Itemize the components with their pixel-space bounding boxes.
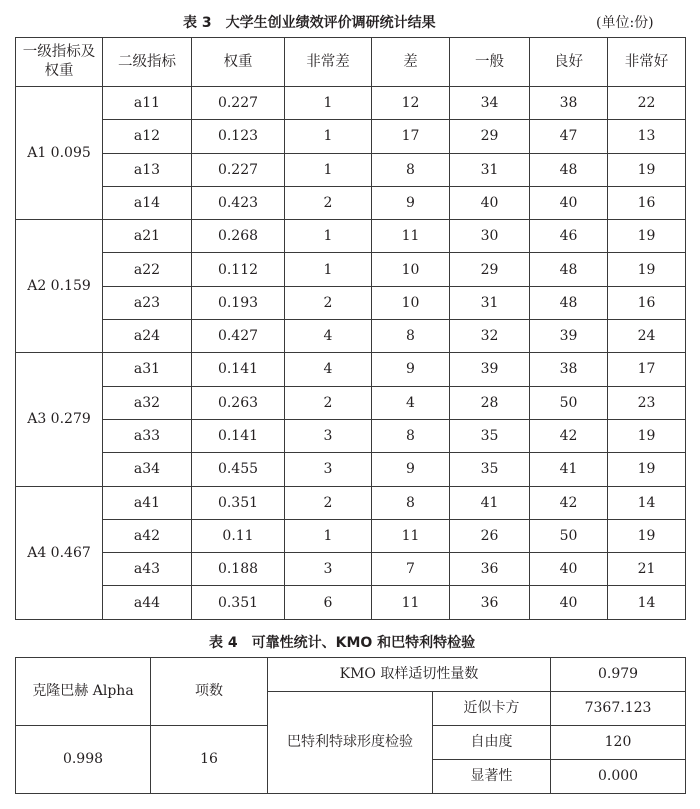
table-cell: 48 [530, 286, 608, 319]
table-cell: 29 [450, 120, 530, 153]
table-cell: 3 [285, 553, 372, 586]
kmo-value: 0.979 [551, 658, 686, 692]
table-cell: 0.351 [192, 586, 285, 619]
table-cell: 39 [530, 320, 608, 353]
table-cell: 2 [285, 386, 372, 419]
table-cell: a12 [103, 120, 192, 153]
table-cell: 32 [450, 320, 530, 353]
table-cell: 10 [372, 253, 450, 286]
table-cell: 0.268 [192, 220, 285, 253]
bartlett-label: 巴特利特球形度检验 [268, 692, 433, 794]
table-cell: 0.227 [192, 153, 285, 186]
table-row [16, 87, 686, 120]
table-cell: 19 [608, 220, 686, 253]
table-row [16, 419, 686, 452]
table-cell: 0.427 [192, 320, 285, 353]
table-row [16, 586, 686, 619]
table-cell: 8 [372, 486, 450, 519]
sig-value: 0.000 [551, 760, 686, 794]
table-cell: 4 [285, 353, 372, 386]
table-cell: 10 [372, 286, 450, 319]
table-cell: 9 [372, 453, 450, 486]
table-cell: 0.188 [192, 553, 285, 586]
chi-label: 近似卡方 [433, 692, 551, 726]
kmo-label: KMO 取样适切性量数 [268, 658, 551, 692]
table-cell: 1 [285, 519, 372, 552]
table-row [16, 486, 686, 519]
table-cell: 1 [285, 120, 372, 153]
table-cell: 11 [372, 586, 450, 619]
header-cell: 一级指标及权重 [16, 38, 103, 87]
table3 [15, 37, 686, 620]
table-cell: 4 [372, 386, 450, 419]
table-row [16, 453, 686, 486]
table-cell: 3 [285, 453, 372, 486]
table-cell: 16 [608, 186, 686, 219]
table-cell: 19 [608, 519, 686, 552]
table-cell: 30 [450, 220, 530, 253]
table-cell: 19 [608, 153, 686, 186]
table-cell: 11 [372, 519, 450, 552]
table-cell: 0.227 [192, 87, 285, 120]
table-row [16, 353, 686, 386]
table3-caption: 表 3 大学生创业绩效评价调研统计结果 [183, 15, 436, 31]
table-cell: 0.141 [192, 353, 285, 386]
group-label: A4 0.467 [16, 486, 103, 619]
table-cell: 40 [530, 586, 608, 619]
table-cell: 4 [285, 320, 372, 353]
table-cell: 9 [372, 353, 450, 386]
table-row [16, 286, 686, 319]
table-cell: a23 [103, 286, 192, 319]
table-cell: 48 [530, 253, 608, 286]
table-cell: 35 [450, 453, 530, 486]
table-cell: 26 [450, 519, 530, 552]
table-cell: 40 [450, 186, 530, 219]
table-cell: 42 [530, 486, 608, 519]
table-cell: a21 [103, 220, 192, 253]
table-cell: 28 [450, 386, 530, 419]
table-cell: 36 [450, 586, 530, 619]
table-cell: 3 [285, 419, 372, 452]
table-row [16, 120, 686, 153]
table-cell: 8 [372, 320, 450, 353]
table4-caption: 表 4 可靠性统计、KMO 和巴特利特检验 [209, 635, 476, 651]
table-cell: 19 [608, 253, 686, 286]
group-label: A1 0.095 [16, 87, 103, 220]
table-cell: a44 [103, 586, 192, 619]
table-row [16, 553, 686, 586]
table-cell: a43 [103, 553, 192, 586]
cronbach-label: 克隆巴赫 Alpha [16, 658, 151, 726]
table-cell: 24 [608, 320, 686, 353]
table-cell: 31 [450, 153, 530, 186]
table-cell: a14 [103, 186, 192, 219]
header-cell: 非常差 [285, 38, 372, 87]
table-row [16, 253, 686, 286]
table-cell: 16 [608, 286, 686, 319]
table-cell: 0.423 [192, 186, 285, 219]
table-cell: 36 [450, 553, 530, 586]
table-row [16, 519, 686, 552]
table-cell: 1 [285, 253, 372, 286]
table3-header-row [16, 38, 686, 87]
table-cell: 41 [450, 486, 530, 519]
table-cell: 7 [372, 553, 450, 586]
table-row [16, 186, 686, 219]
table-cell: a11 [103, 87, 192, 120]
table-cell: 0.193 [192, 286, 285, 319]
chi-value: 7367.123 [551, 692, 686, 726]
table-cell: 31 [450, 286, 530, 319]
table-cell: 11 [372, 220, 450, 253]
table-row [16, 153, 686, 186]
table-cell: 2 [285, 286, 372, 319]
table-cell: 0.123 [192, 120, 285, 153]
items-value: 16 [151, 726, 268, 794]
table-row [16, 220, 686, 253]
table-cell: 17 [608, 353, 686, 386]
table-cell: 41 [530, 453, 608, 486]
table-cell: 42 [530, 419, 608, 452]
table-cell: 0.263 [192, 386, 285, 419]
table-cell: 46 [530, 220, 608, 253]
table-cell: 39 [450, 353, 530, 386]
table-cell: a13 [103, 153, 192, 186]
table-cell: 1 [285, 87, 372, 120]
table-cell: 38 [530, 87, 608, 120]
table-cell: a33 [103, 419, 192, 452]
table-cell: 0.11 [192, 519, 285, 552]
table-cell: 1 [285, 220, 372, 253]
table-cell: a42 [103, 519, 192, 552]
table-cell: 8 [372, 419, 450, 452]
table-cell: 12 [372, 87, 450, 120]
sig-label: 显著性 [433, 760, 551, 794]
table-cell: 14 [608, 486, 686, 519]
header-cell: 一般 [450, 38, 530, 87]
table-cell: 6 [285, 586, 372, 619]
table-cell: 23 [608, 386, 686, 419]
table-cell: 19 [608, 453, 686, 486]
table-cell: 48 [530, 153, 608, 186]
table-cell: 19 [608, 419, 686, 452]
table-cell: 2 [285, 186, 372, 219]
table-cell: a32 [103, 386, 192, 419]
table-cell: 0.455 [192, 453, 285, 486]
table-cell: 29 [450, 253, 530, 286]
group-label: A2 0.159 [16, 220, 103, 353]
table-cell: 40 [530, 553, 608, 586]
table-cell: a34 [103, 453, 192, 486]
table-cell: 47 [530, 120, 608, 153]
df-value: 120 [551, 726, 686, 760]
table-cell: 13 [608, 120, 686, 153]
header-cell: 非常好 [608, 38, 686, 87]
table-cell: 35 [450, 419, 530, 452]
table-cell: 0.112 [192, 253, 285, 286]
table-cell: a41 [103, 486, 192, 519]
items-label: 项数 [151, 658, 268, 726]
header-cell: 二级指标 [103, 38, 192, 87]
table-cell: 0.351 [192, 486, 285, 519]
cronbach-value: 0.998 [16, 726, 151, 794]
table-cell: a31 [103, 353, 192, 386]
table-row [16, 386, 686, 419]
table-cell: 1 [285, 153, 372, 186]
table-cell: 2 [285, 486, 372, 519]
table-cell: 22 [608, 87, 686, 120]
table-cell: 40 [530, 186, 608, 219]
table-cell: 0.141 [192, 419, 285, 452]
table-cell: 17 [372, 120, 450, 153]
table-cell: 9 [372, 186, 450, 219]
header-cell: 差 [372, 38, 450, 87]
table-cell: 21 [608, 553, 686, 586]
table-cell: 50 [530, 386, 608, 419]
table-cell: 38 [530, 353, 608, 386]
group-label: A3 0.279 [16, 353, 103, 486]
table4 [15, 657, 686, 794]
table-cell: 8 [372, 153, 450, 186]
table-cell: a22 [103, 253, 192, 286]
header-cell: 良好 [530, 38, 608, 87]
df-label: 自由度 [433, 726, 551, 760]
table3-unit: (单位:份) [596, 15, 654, 31]
header-cell: 权重 [192, 38, 285, 87]
table-cell: a24 [103, 320, 192, 353]
table-cell: 14 [608, 586, 686, 619]
table-row [16, 320, 686, 353]
table-cell: 34 [450, 87, 530, 120]
table-cell: 50 [530, 519, 608, 552]
